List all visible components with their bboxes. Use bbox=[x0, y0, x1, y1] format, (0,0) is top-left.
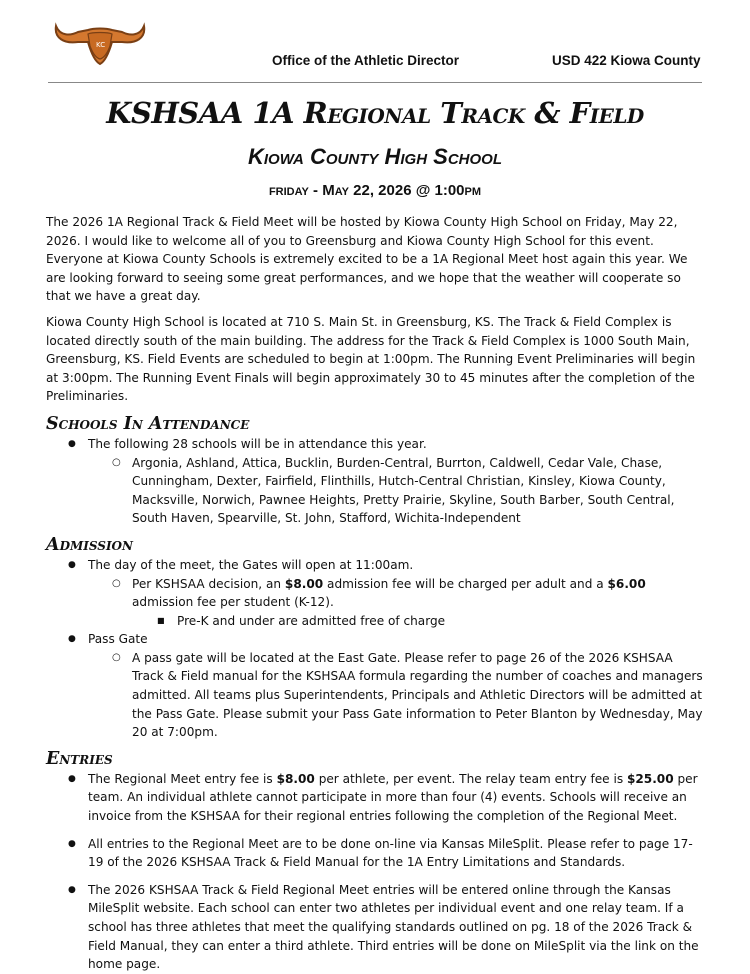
pass-gate-details: ○ A pass gate will be located at the East Gate. Please refer to page 26 of the 2026 KSHSAA Track & Field manual for the KSHSAA formula regarding the number of coaches and managers admitted. All teams plus Superintendents, Principals and Athletic Directors will be admitted at the Pass Gate. Please submit your Pass Gate information to Peter Blanton by Wednesday, May 20 at 7:00pm. bbox=[46, 649, 708, 742]
schools-list bbox=[46, 435, 708, 528]
intro-paragraph-2: Kiowa County High School is located at 710 S. Main St. in Greensburg, KS. The Track & Field Complex is located directly south of the main building. The address for the Track & Field Complex is 1000 South Main, Greensburg, KS. Field Events are scheduled to begin at 1:00pm. The Running Event Preliminaries will begin at 3:00pm. The Running Event Finals will begin approximately 30 to 45 minutes after the completion of the Preliminaries. bbox=[46, 314, 696, 404]
relay-entry-fee: $25.00 bbox=[626, 771, 674, 786]
entries-list bbox=[46, 770, 708, 974]
schools-names: ○ Argonia, Ashland, Attica, Bucklin, Burden-Central, Burrton, Caldwell, Cedar Vale, Chase, Cunningham, Dexter, Fairfield, Flinthills, Hutch-Central Christian, Kinsley, Kiowa County, Macksville, Norwich, Pawnee Heights, Pretty Prairie, Skyline, South Barber, South Central, South Haven, Spearville, St. John, Stafford, Wichita-Independent bbox=[46, 454, 708, 528]
section-heading-schools: Schools In Attendance bbox=[46, 413, 250, 434]
section-heading-entries: Entries bbox=[46, 748, 113, 769]
entry-fee-item: ● The Regional Meet entry fee is $8.00 per athlete, per event. The relay team entry fee is $25.00 per team. An individual athlete cannot participate in more than four (4) events. Schools will receive an invoice from the KSHSAA for their regional entries following the completion of the Regional Meet. bbox=[46, 770, 708, 826]
document-body bbox=[46, 213, 708, 974]
student-fee: $6.00 bbox=[607, 576, 646, 591]
adult-fee: $8.00 bbox=[284, 576, 324, 591]
admission-fee-item: ○ Per KSHSAA decision, an $8.00 admission fee will be charged per adult and a $6.00 admission fee per student (K-12). bbox=[46, 575, 708, 612]
page-title: KSHSAA 1A Regional Track & Field bbox=[106, 96, 644, 130]
page-subtitle: Kiowa County High School bbox=[247, 144, 502, 169]
prek-free-item: ■ Pre-K and under are admitted free of charge bbox=[46, 612, 708, 631]
event-dateline: friday - May 22, 2026 @ 1:00pm bbox=[268, 182, 482, 199]
svg-text:KC: KC bbox=[96, 41, 106, 49]
athlete-entry-fee: $8.00 bbox=[276, 771, 315, 786]
header-district: USD 422 Kiowa County bbox=[552, 53, 701, 68]
schools-bullet: ● The following 28 schools will be in attendance this year. bbox=[46, 435, 708, 454]
longhorn-logo-icon bbox=[52, 18, 148, 68]
pass-gate-item: ● Pass Gate bbox=[46, 630, 708, 649]
header-divider bbox=[48, 82, 702, 83]
header-office: Office of the Athletic Director bbox=[272, 53, 460, 68]
gates-open-item: ● The day of the meet, the Gates will open at 11:00am. bbox=[46, 556, 708, 575]
online-entry-item: ● The 2026 KSHSAA Track & Field Regional Meet entries will be entered online through the Kansas MileSplit website. Each school can enter two athletes per individual event and one relay team. If a school has three athletes that meet the qualifying standards outlined on pg. 18 of the 2026 Track & Field Manual, they can enter a third athlete. Third entries will be done on MileSplit via the link on the home page. bbox=[46, 881, 708, 974]
section-heading-admission: Admission bbox=[46, 534, 133, 555]
intro-paragraph-1: The 2026 1A Regional Track & Field Meet will be hosted by Kiowa County High School on Friday, May 22, 2026. I would like to welcome all of you to Greensburg and Kiowa County High School for this event. Everyone at Kiowa County Schools is extremely excited to be a 1A Regional Meet host again this year. We are looking forward to seeing some great performances, and we hope that the weather will cooperate so that we have a great day. bbox=[46, 215, 688, 304]
admission-list bbox=[46, 556, 708, 742]
milesplit-entry-item: ● All entries to the Regional Meet are to be done on-line via Kansas MileSplit. Please refer to page 17-19 of the 2026 KSHSAA Track & Field Manual for the 1A Entry Limitations and Standards. bbox=[46, 835, 708, 872]
